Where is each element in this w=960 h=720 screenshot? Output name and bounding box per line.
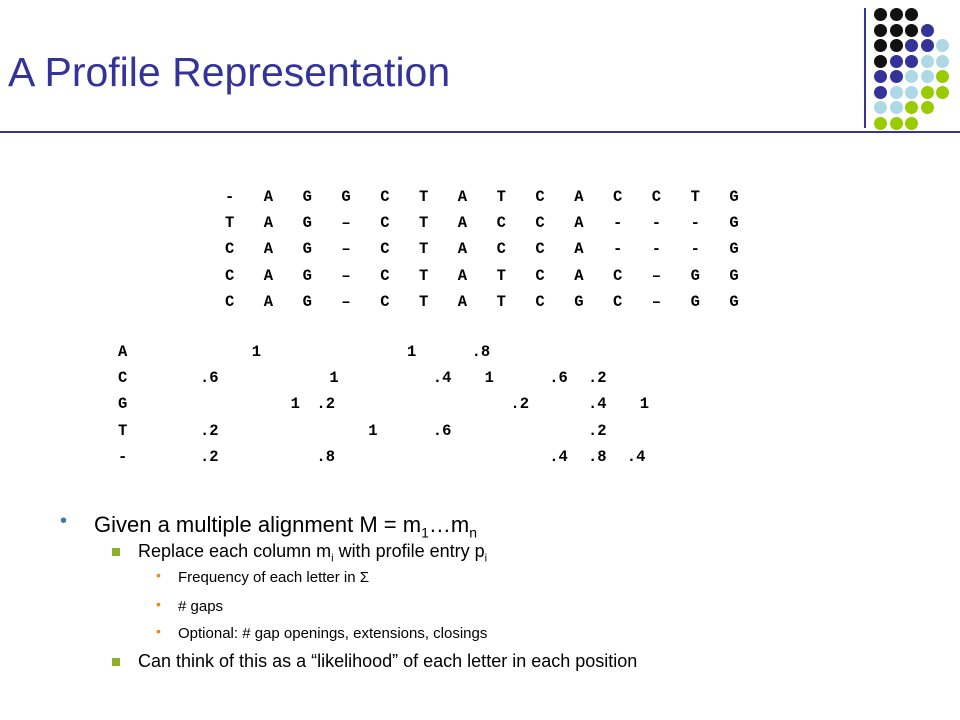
alignment-cell: G: [302, 214, 312, 233]
profile-cell: 1: [368, 421, 378, 440]
alignment-cell: C: [613, 266, 623, 285]
decor-dot: [936, 55, 949, 68]
alignment-cell: -: [690, 214, 700, 233]
bullet-text: Given a multiple alignment M = m: [94, 512, 422, 537]
decor-dot: [890, 39, 903, 52]
decor-dot: [890, 24, 903, 37]
alignment-cell: G: [690, 292, 700, 311]
subbullet-replace-column: [138, 541, 487, 565]
subscript-1: 1: [421, 524, 429, 541]
profile-cell: 1: [407, 343, 417, 361]
alignment-cell: G: [341, 188, 351, 206]
alignment-cell: A: [457, 240, 468, 259]
square-bullet-icon: [112, 658, 120, 666]
alignment-cell: G: [690, 266, 700, 285]
decor-dot: [874, 55, 887, 68]
profile-cell: .2: [588, 369, 607, 388]
decor-dot: [890, 86, 903, 99]
alignment-cell: A: [574, 266, 584, 285]
alignment-cell: G: [574, 292, 584, 311]
alignment-cell: C: [380, 292, 390, 311]
alignment-cell: A: [457, 214, 468, 233]
alignment-cell: -: [651, 214, 662, 233]
alignment-cell: A: [457, 292, 468, 311]
profile-cell: .8: [471, 343, 491, 361]
square-bullet-icon: [112, 548, 120, 556]
subbullet-text: Replace each column m: [138, 541, 332, 561]
alignment-cell: -: [613, 240, 623, 259]
alignment-cell: G: [302, 240, 312, 259]
alignment-cell: T: [419, 266, 429, 285]
page-title: A Profile Representation: [8, 49, 451, 95]
profile-cell: 1: [290, 395, 300, 414]
title-underline: [0, 131, 960, 133]
alignment-cell: A: [457, 188, 468, 206]
bullet-dot-icon: •: [60, 510, 68, 532]
decor-dot: [890, 117, 903, 130]
decor-dot: [890, 101, 903, 114]
alignment-cell: T: [419, 214, 429, 233]
alignment-cell: A: [263, 214, 274, 233]
decor-dot: [890, 70, 903, 83]
profile-cell: .2: [316, 395, 335, 414]
alignment-cell: C: [380, 188, 390, 206]
profile-cell: .2: [200, 447, 219, 466]
decor-dot: [874, 101, 887, 114]
alignment-cell: A: [574, 188, 584, 206]
profile-cell: .4: [549, 447, 568, 466]
alignment-cell: T: [690, 188, 700, 206]
sigma-symbol: Σ: [359, 569, 370, 586]
alignment-cell: T: [419, 240, 429, 259]
orange-bullet-icon: •: [156, 567, 161, 583]
bullet-given-alignment: [94, 512, 477, 540]
profile-cell: .2: [588, 421, 607, 440]
alignment-cell: A: [263, 240, 274, 259]
alignment-cell: C: [535, 214, 545, 233]
alignment-cell: T: [419, 188, 429, 206]
decor-dot: [905, 24, 918, 37]
profile-cell: 1: [329, 369, 339, 388]
profile-cell: 1: [251, 343, 262, 361]
subscript-i: i: [484, 552, 488, 565]
decor-dot: [905, 55, 918, 68]
decor-dot: [921, 101, 934, 114]
decor-dot: [874, 39, 887, 52]
decor-dot: [921, 55, 934, 68]
decor-dot: [936, 86, 949, 99]
alignment-cell: –: [651, 266, 662, 285]
profile-cell: .4: [432, 369, 452, 388]
profile-row-label: C: [118, 369, 128, 388]
alignment-cell: C: [225, 240, 235, 259]
profile-cell: .4: [626, 447, 646, 466]
profile-row-label: T: [118, 421, 128, 440]
alignment-cell: –: [341, 292, 351, 311]
alignment-cell: –: [341, 214, 351, 233]
profile-cell: .6: [432, 421, 452, 440]
alignment-cell: A: [263, 188, 274, 206]
decor-dot: [874, 8, 887, 21]
alignment-cell: G: [302, 266, 312, 285]
alignment-cell: -: [225, 188, 235, 206]
alignment-cell: A: [263, 292, 274, 311]
item-optional: Optional: # gap openings, extensions, closings: [178, 625, 488, 642]
decor-dot: [921, 24, 934, 37]
alignment-cell: G: [729, 214, 739, 233]
subbullet-likelihood: Can think of this as a “likelihood” of each letter in each position: [138, 651, 638, 671]
alignment-cell: -: [613, 214, 623, 233]
profile-cell: .2: [510, 395, 529, 414]
alignment-cell: –: [651, 292, 662, 311]
profile-cell: 1: [639, 395, 650, 414]
alignment-cell: T: [496, 188, 506, 206]
decor-dot: [921, 70, 934, 83]
alignment-cell: G: [729, 240, 739, 259]
alignment-cell: C: [613, 188, 623, 206]
alignment-cell: A: [574, 240, 584, 259]
decor-dot: [905, 8, 918, 21]
alignment-cell: T: [496, 266, 506, 285]
decor-dot: [905, 86, 918, 99]
subscript-n: n: [469, 524, 477, 541]
profile-row-label: -: [118, 447, 128, 466]
profile-cell: .2: [200, 421, 219, 440]
alignment-cell: A: [457, 266, 468, 285]
alignment-cell: –: [341, 266, 351, 285]
alignment-cell: C: [225, 266, 235, 285]
decor-dot: [890, 8, 903, 21]
alignment-cell: C: [535, 292, 545, 311]
alignment-cell: C: [535, 240, 545, 259]
profile-cell: .6: [200, 369, 219, 388]
bullet-text-mid: …m: [428, 512, 470, 537]
alignment-cell: C: [535, 266, 545, 285]
decor-dot: [890, 55, 903, 68]
decor-dot: [905, 101, 918, 114]
alignment-cell: C: [380, 240, 390, 259]
alignment-cell: G: [729, 292, 739, 311]
decor-dot: [936, 39, 949, 52]
alignment-cell: A: [263, 266, 274, 285]
alignment-cell: T: [496, 292, 506, 311]
alignment-cell: C: [535, 188, 545, 206]
alignment-cell: G: [302, 292, 312, 311]
item-text: Frequency of each letter in: [178, 569, 356, 586]
decor-dot: [921, 39, 934, 52]
alignment-cell: G: [302, 188, 312, 206]
subscript-i: i: [331, 552, 334, 565]
orange-bullet-icon: •: [156, 596, 161, 612]
subbullet-text-mid: with profile entry p: [333, 541, 485, 561]
decor-dot: [874, 86, 887, 99]
item-frequency: [178, 569, 369, 586]
alignment-cell: C: [651, 188, 662, 206]
decor-dot: [936, 70, 949, 83]
alignment-cell: C: [496, 240, 506, 259]
alignment-cell: C: [496, 214, 506, 233]
decor-dot: [874, 117, 887, 130]
alignment-cell: G: [729, 266, 739, 285]
decor-dot: [905, 39, 918, 52]
item-gaps: # gaps: [178, 598, 224, 615]
alignment-cell: C: [380, 266, 390, 285]
alignment-cell: A: [574, 214, 584, 233]
decor-dot: [874, 70, 887, 83]
title-vertical-rule: [864, 8, 866, 128]
decor-dot: [905, 117, 918, 130]
profile-cell: 1: [484, 369, 494, 388]
profile-row-label: A: [118, 343, 128, 361]
alignment-cell: C: [225, 292, 235, 311]
profile-row-label: G: [118, 395, 128, 414]
profile-cell: .4: [588, 395, 607, 414]
decor-dot: [874, 24, 887, 37]
alignment-cell: T: [225, 214, 235, 233]
alignment-cell: C: [613, 292, 623, 311]
alignment-cell: G: [729, 188, 739, 206]
alignment-cell: -: [651, 240, 662, 259]
alignment-cell: –: [341, 240, 351, 259]
orange-bullet-icon: •: [156, 623, 161, 639]
profile-cell: .8: [588, 447, 607, 466]
alignment-cell: -: [690, 240, 700, 259]
decor-dot: [921, 86, 934, 99]
alignment-cell: T: [419, 292, 429, 311]
profile-cell: .6: [549, 369, 568, 388]
profile-cell: .8: [316, 447, 335, 466]
decor-dot: [905, 70, 918, 83]
alignment-cell: C: [380, 214, 390, 233]
